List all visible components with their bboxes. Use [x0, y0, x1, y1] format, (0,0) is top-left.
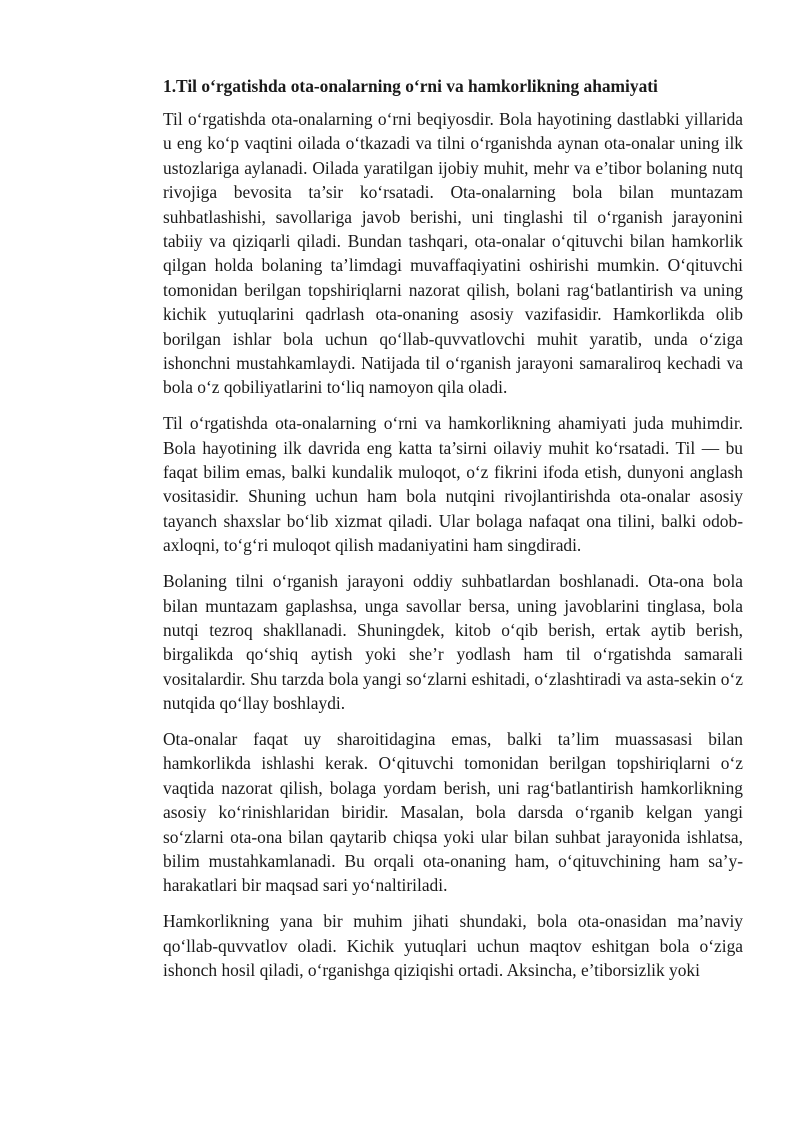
paragraph-5: Hamkorlikning yana bir muhim jihati shundaki, bola ota-onasidan ma’naviy qo‘llab-quvvatlov oladi. Kichik yutuqlari uchun maqtov eshitgan bola o‘ziga ishonch hosil qiladi, o‘rganishga qiziqishi ortadi. Aksincha, e’tiborsizlik yoki — [163, 911, 743, 980]
paragraph-2: Til o‘rgatishda ota-onalarning o‘rni va hamkorlikning ahamiyati juda muhimdir. Bola hayotining ilk davrida eng katta ta’sirni oilaviy muhit ko‘rsatadi. Til — bu faqat bilim emas, balki kundalik muloqot, o‘z fikrini ifoda etish, dunyoni anglash vositasidir. Shuning uchun ham bola nutqini rivojlantirishda ota-onalar asosiy tayanch shaxslar bo‘lib xizmat qiladi. Ular bolaga nafaqat ona tilini, balki odob-axloqni, to‘g‘ri muloqot qilish madaniyatini ham singdiradi. — [163, 413, 743, 556]
document-page — [163, 74, 743, 994]
paragraph-1: Til o‘rgatishda ota-onalarning o‘rni beqiyosdir. Bola hayotining dastlabki yillarida u eng ko‘p vaqtini oilada o‘tkazadi va tilni o‘rganishda aynan ota-onalar uning ilk ustozlariga aylanadi. Oilada yaratilgan ijobiy muhit, mehr va e’tibor bolaning nutq rivojiga bevosita ta’sir ko‘rsatadi. Ota-onalarning bola bilan muntazam suhbatlashishi, savollariga javob berishi, uni tinglashi til o‘rganish jarayonini tabiiy va qiziqarli qiladi. Bundan tashqari, ota-onalar o‘qituvchi bilan hamkorlik qilgan holda bolaning ta’limdagi muvaffaqiyatini oshirishi mumkin. O‘qituvchi tomonidan berilgan topshiriqlarni nazorat qilish, bolani rag‘batlantirish va uning kichik yutuqlarini qadrlash ota-onaning asosiy vazifasidir. Hamkorlikda olib borilgan ishlar bola uchun qo‘llab-quvvatlovchi muhit yaratib, unda o‘ziga ishonchni mustahkamlaydi. Natijada til o‘rganish jarayoni samaraliroq kechadi va bola o‘z qobiliyatlarini to‘liq namoyon qila oladi. — [163, 109, 743, 398]
paragraph-3: Bolaning tilni o‘rganish jarayoni oddiy suhbatlardan boshlanadi. Ota-ona bola bilan muntazam gaplashsa, unga savollar bersa, uning javoblarini tinglasa, bola nutqi tezroq shakllanadi. Shuningdek, kitob o‘qib berish, ertak aytib berish, birgalikda qo‘shiq aytish yoki she’r yodlash ham til o‘rgatishda samarali vositalardir. Shu tarzda bola yangi so‘zlarni eshitadi, o‘zlashtiradi va asta-sekin o‘z nutqida qo‘llay boshlaydi. — [163, 571, 743, 714]
paragraph-4: Ota-onalar faqat uy sharoitidagina emas, balki ta’lim muassasasi bilan hamkorlikda ishlashi kerak. O‘qituvchi tomonidan berilgan topshiriqlarni o‘z vaqtida nazorat qilish, bolaga yordam berish, uni rag‘batlantirish hamkorlikning asosiy ko‘rinishlaridan biridir. Masalan, bola darsda o‘rganib kelgan yangi so‘zlarni ota-ona bilan qaytarib chiqsa yoki ular bilan suhbat jarayonida ishlatsa, bilim mustahkamlanadi. Bu orqali ota-onaning ham, o‘qituvchining ham sa’y-harakatlari bir maqsad sari yo‘naltiriladi. — [163, 728, 743, 896]
section-heading: 1.Til o‘rgatishda ota-onalarning o‘rni va hamkorlikning ahamiyati — [163, 76, 658, 96]
